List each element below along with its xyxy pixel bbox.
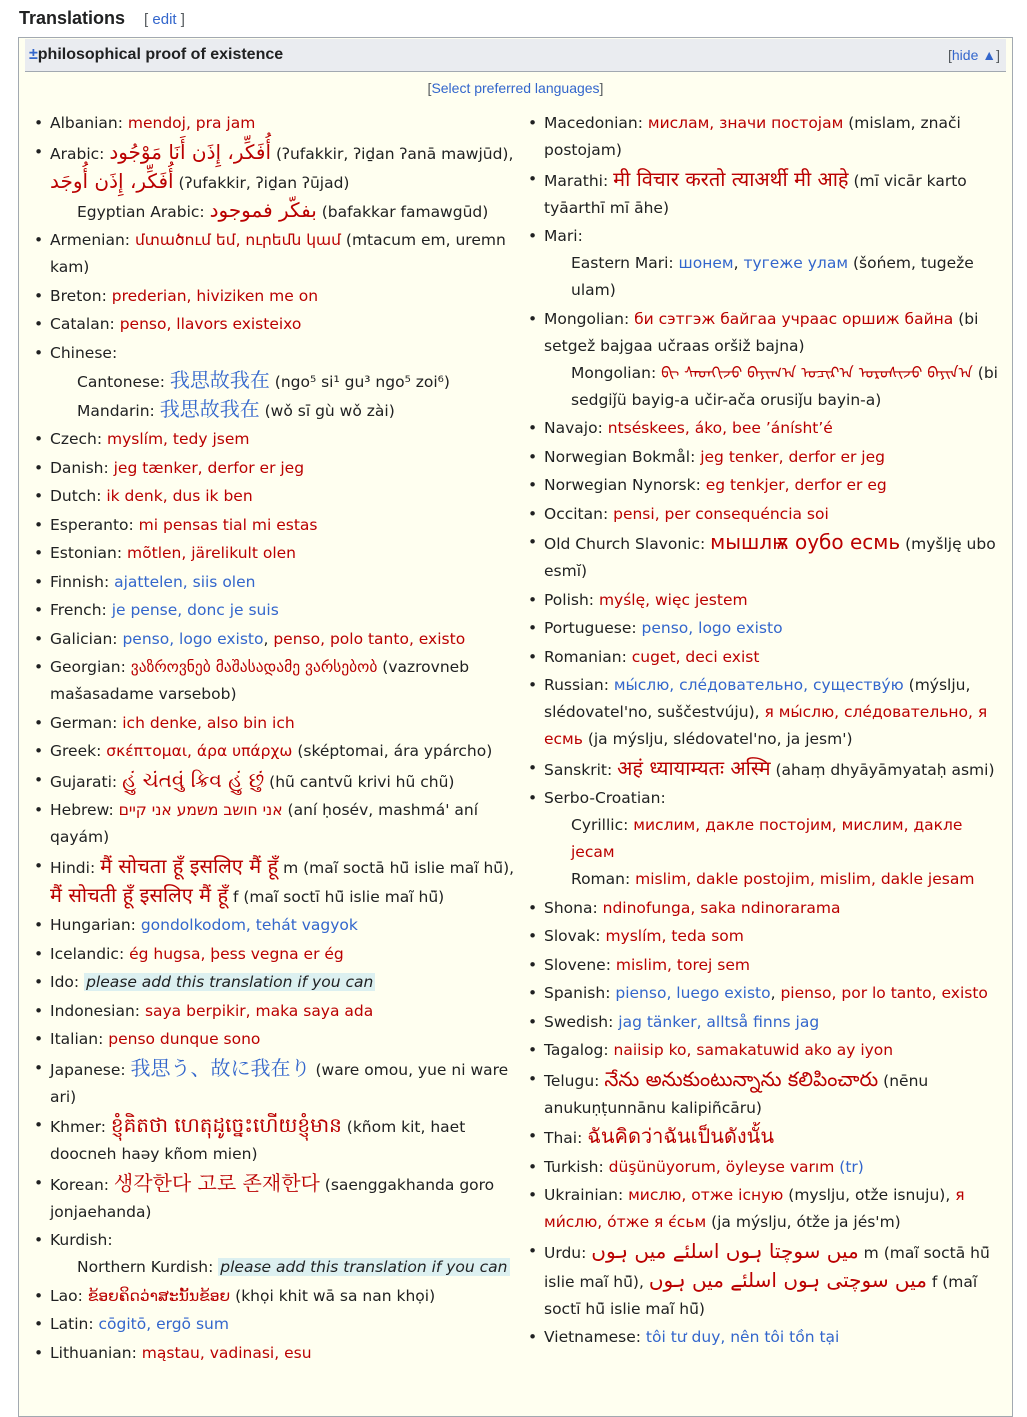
translation-link[interactable]: naiisip ko, samakatuwid ako ay iyon [613, 1041, 894, 1059]
translation-item-mongolian: • Mongolian: би сэтгэж байгаа учраас оршиж байна (bi setgež bajgaa učraas oršiž bajna) Mongolian: ᠪᠢ ᠰᠡᠳᠬᠢᠵᠦ ᠪᠠᠶᠢᠭ᠎ᠠ ᠤᠴᠢᠷ᠎ᠠ ᠣᠷᠤᠰᠢᠵᠤ ᠪᠠᠶᠢᠨ᠎ᠠ (bi sedgiǰü bayig-a učir-ača orusiǰu bayin-a) [544, 306, 1009, 414]
transliteration: (hũ cantvũ krivi hũ chũ) [264, 772, 455, 791]
translation-item-kurdish: • Kurdish: Northern Kurdish: please add this translation if you can [50, 1227, 521, 1281]
select-preferred-languages-link[interactable]: Select preferred languages [431, 80, 600, 96]
translation-item-galician: • Galician: penso, logo existo, penso, polo tanto, existo [50, 626, 521, 653]
transliteration: (myšlję ubo esmĭ) [544, 535, 996, 580]
language-name: Lao [50, 1286, 78, 1305]
translation-item-german: • German: ich denke, also bin ich [50, 710, 521, 737]
sub-language-name: Cyrillic [571, 816, 624, 834]
translation-link[interactable]: penso dunque sono [108, 1030, 261, 1048]
language-name: Romanian [544, 647, 622, 666]
translation-link[interactable]: jeg tænker, derfor er jeg [113, 458, 305, 477]
translation-link[interactable]: אני חושב משמע אני קיים [118, 801, 283, 819]
translation-item-albanian: • Albanian: mendoj, pra jam [50, 110, 521, 137]
translation-box-header[interactable] [25, 39, 1006, 72]
translation-item-arabic: • Arabic: أُفَكِّر، إِذَن أَنَا مَوْجُود (ʔufakkir, ʔiḏan ʔanā mawjūd), أُفَكِّر، إِذَن أُوجَد (ʔufakkir, ʔiḏan ʔūjad) Egyptian Arabic: بفكّر فموجود (bafakkar famawgūd) [50, 139, 521, 226]
translation-item-esperanto: • Esperanto: mi pensas tial mi estas [50, 512, 521, 539]
language-name: Old Church Slavonic [544, 535, 700, 553]
translation-link[interactable]: penso, logo existo [122, 629, 264, 648]
language-name: Tagalog [544, 1041, 604, 1059]
translation-link[interactable]: ndinofunga, saka ndinorarama [602, 898, 841, 917]
translation-link[interactable]: я мы́слю, слéдовательно, я есмь [544, 703, 988, 748]
transliteration: (saenggakhanda goro jonjaehanda) [50, 1175, 495, 1221]
translation-link[interactable]: мислю, отже існую [628, 1186, 784, 1204]
language-name: Mari [544, 227, 578, 245]
translation-item-hungarian: • Hungarian: gondolkodom, tehát vagyok [50, 912, 521, 939]
language-name: Slovak [544, 927, 596, 945]
language-name: Slovene [544, 955, 606, 974]
translation-link[interactable]: अहं ध्यायाम्यतः अस्मि [617, 755, 771, 780]
translation-item-occitan: • Occitan: pensi, per consequéncia soi [544, 501, 1009, 528]
translation-link[interactable]: мышлѭ оубо есмь [710, 530, 901, 554]
edit-link[interactable]: edit [152, 11, 177, 28]
right-column [523, 110, 1009, 1353]
translation-item-lithuanian: • Lithuanian: mąstau, vadinasi, esu [50, 1340, 521, 1367]
translation-item-korean: • Korean: 생각한다 고로 존재한다 (saenggakhanda goro jonjaehanda) [50, 1170, 521, 1226]
translation-link[interactable]: मी विचार करतो त्याअर्थी मी आहे [613, 166, 849, 191]
language-name: Portuguese [544, 619, 632, 637]
language-name: Serbo-Croatian [544, 789, 661, 807]
translation-link[interactable]: 我思う、故に我在り [130, 1055, 311, 1080]
hide-link[interactable]: hide ▲ [951, 47, 997, 63]
language-name: Khmer [50, 1118, 101, 1136]
translation-item-chinese: • Chinese: Cantonese: 我思故我在 (ngo⁵ si¹ gu³ ngo⁵ zoi⁶) Mandarin: 我思故我在 (wǒ sī gù wǒ zài) [50, 340, 521, 425]
transliteration: (ngo⁵ si¹ gu³ ngo⁵ zoi⁶) [269, 372, 450, 391]
translation-item-armenian: • Armenian: մտածում եմ, ուրեմն կամ (mtacum em, uremn kam) [50, 227, 521, 281]
language-name: Shona [544, 898, 593, 917]
language-name: Finnish [50, 572, 104, 591]
translation-link[interactable]: mendoj, pra jam [127, 114, 256, 132]
translation-link[interactable]: шонем [678, 254, 734, 272]
translation-link[interactable]: penso, polo tanto, existo [273, 629, 466, 648]
hide-toggle: [hide ▲] [948, 47, 1000, 63]
translation-item-portuguese: • Portuguese: penso, logo existo [544, 615, 1009, 642]
language-name: Greek [50, 742, 97, 760]
translation-item-ukrainian: • Ukrainian: мислю, отже існую (myslju, otže isnuju), я ми́слю, о́тже я є́сьм (ja mýslju, ótže ja jés'm) [544, 1182, 1009, 1236]
translation-item-navajo: • Navajo: ntséskees, áko, bee ʼáníshtʼé [544, 415, 1009, 442]
translation-item-finnish: • Finnish: ajattelen, siis olen [50, 569, 521, 596]
translation-link[interactable]: (tr) [834, 1157, 864, 1176]
translation-item-turkish: • Turkish: düşünüyorum, öyleyse varım (tr) [544, 1154, 1009, 1181]
translation-item-hindi: • Hindi: मैं सोचता हूँ इसलिए मैं हूँ m (maĩ soctā hū̃ islie maĩ hū̃), मैं सोचती हूँ इसलिए मैं हूँ f (maĩ soctī hū̃ islie maĩ hū̃) [50, 853, 521, 911]
translation-link[interactable]: я ми́слю, о́тже я є́сьм [544, 1186, 965, 1231]
translation-link[interactable]: myślę, więc jestem [598, 590, 748, 609]
language-name: Breton [50, 286, 102, 305]
translation-link[interactable]: saya berpikir, maka saya ada [144, 1001, 374, 1020]
translation-item-estonian: • Estonian: mõtlen, järelikult olen [50, 540, 521, 567]
translation-item-japanese: • Japanese: 我思う、故に我在り (ware omou, yue ni ware ari) [50, 1055, 521, 1111]
heading-title: Translations [19, 8, 126, 28]
translation-link[interactable]: мы́слю, слéдовательно, существу́ю [613, 676, 904, 694]
translation-item-urdu: • Urdu: میں سوچتا ہوں اسلئے میں ہوں m (maĩ soctā hū̃ islie maĩ hū̃), میں سوچتی ہوں اسلئے میں ہوں f (maĩ soctī hū̃ islie maĩ hū̃) [544, 1238, 1009, 1323]
sub-translation-cyrillic: Cyrillic: мислим, дакле постојим, мислим, дакле јесам [571, 816, 963, 861]
language-name: Lithuanian [50, 1343, 132, 1362]
translation-link[interactable]: mislim, torej sem [615, 955, 750, 974]
translation-list-left [29, 110, 521, 1367]
sub-language-name: Mandarin [77, 401, 150, 420]
language-name: Occitan [544, 504, 603, 523]
sub-translation-roman: Roman: mislim, dakle postojim, mislim, dakle jesam [571, 870, 975, 888]
transliteration: (ahaṃ dhyāyāmyataḥ asmi) [770, 760, 995, 779]
language-name: Norwegian Bokmål [544, 447, 691, 466]
translation-link[interactable]: بفكّر فموجود [209, 197, 317, 222]
transliteration: (ja mýslju, ótže ja jés'm) [706, 1213, 901, 1231]
language-name: Chinese [50, 343, 112, 362]
language-name: Hungarian [50, 916, 131, 934]
transliteration: (bi setgež bajgaa učraas oršiž bajna) [544, 309, 979, 355]
translation-item-spanish: • Spanish: pienso, luego existo, pienso, por lo tanto, existo [544, 980, 1009, 1007]
sub-language-name: Cantonese [77, 372, 160, 391]
translation-item-russian: • Russian: мы́слю, слéдовательно, существу́ю (mýslju, slédovatel'no, suščestvúju), я мы́слю, слéдовательно, я есмь (ja mýslju, slédovatel'no, ja jesm') [544, 672, 1009, 753]
sub-language-name: Egyptian Arabic [77, 202, 200, 221]
translation-list-right [523, 110, 1009, 1351]
language-name: Estonian [50, 544, 117, 562]
language-name: Urdu [544, 1243, 582, 1262]
translation-link[interactable]: ich denke, also bin ich [122, 713, 295, 732]
translation-link[interactable]: мислим, дакле постојим, мислим, дакле јесам [571, 816, 963, 861]
transliteration: (bafakkar famawgūd) [316, 202, 489, 221]
translation-item-latin: • Latin: cōgitō, ergō sum [50, 1311, 521, 1338]
transliteration: (nēnu anukuṇṭunnānu kalipiñcāru) [544, 1071, 929, 1117]
box-title-text: philosophical proof of existence [37, 46, 284, 63]
translation-link[interactable]: mąstau, vadinasi, esu [141, 1343, 312, 1362]
translation-link[interactable]: mõtlen, järelikult olen [127, 544, 296, 562]
translation-item-georgian: • Georgian: ვაზროვნებ მაშასადამე ვარსებობ (vazrovneb mašasadame varsebob) [50, 654, 521, 708]
transliteration: , [733, 254, 744, 272]
edit-section: [ edit ] [144, 11, 185, 28]
translation-item-slovene: • Slovene: mislim, torej sem [544, 952, 1009, 979]
translation-link[interactable]: je pense, donc je suis [111, 601, 279, 619]
language-name: Italian [50, 1030, 99, 1048]
translation-link[interactable]: నేను అనుకుంటున్నాను కలిపించారు [604, 1066, 879, 1091]
language-name: Ido [50, 973, 74, 991]
translation-item-tagalog: • Tagalog: naiisip ko, samakatuwid ako ay iyon [544, 1037, 1009, 1064]
transliteration: (mtacum em, uremn kam) [50, 231, 506, 276]
translation-link[interactable]: мислам, значи постојам [647, 114, 844, 132]
language-name: Catalan [50, 315, 110, 333]
language-name: Arabic [50, 144, 100, 163]
transliteration: (mī vicār karto tyāarthī mī āhe) [544, 171, 967, 217]
translation-item-marathi: • Marathi: मी विचार करतो त्याअर्थी मी आहे (mī vicār karto tyāarthī mī āhe) [544, 166, 1009, 222]
translation-item-slovak: • Slovak: myslím, teda som [544, 923, 1009, 950]
language-name: Georgian [50, 658, 121, 676]
translation-item-breton: • Breton: prederian, hiviziken me on [50, 283, 521, 310]
transliteration: (šońem, tugeže ulam) [571, 254, 974, 299]
sub-translation-cantonese: Cantonese: 我思故我在 (ngo⁵ si¹ gu³ ngo⁵ zoi⁶) [77, 367, 450, 392]
language-name: Turkish [544, 1157, 599, 1176]
transliteration: (vazrovneb mašasadame varsebob) [50, 658, 470, 703]
translation-box [18, 37, 1013, 1417]
translation-item-indonesian: • Indonesian: saya berpikir, maka saya ada [50, 998, 521, 1025]
translation-link[interactable]: prederian, hiviziken me on [111, 286, 319, 305]
translation-link[interactable]: ვაზროვნებ მაშასადამე ვარსებობ [130, 658, 378, 676]
translation-link[interactable]: myslím, tedy jsem [107, 430, 250, 448]
translation-item-thai: • Thai: ฉันคิดว่าฉันเป็นดังนั้น [544, 1123, 1009, 1152]
translation-item-hebrew: • Hebrew: אני חושב משמע אני קיים (aní ḥosév, mashmá' aní qayám) [50, 797, 521, 851]
sub-translation-mongolian: Mongolian: ᠪᠢ ᠰᠡᠳᠬᠢᠵᠦ ᠪᠠᠶᠢᠭ᠎ᠠ ᠤᠴᠢᠷ᠎ᠠ ᠣᠷᠤᠰᠢᠵᠤ ᠪᠠᠶᠢᠨ᠎ᠠ (bi sedgiǰü bayig-a učir-ača orusiǰu bayin-a) [571, 363, 998, 409]
translation-link[interactable]: मैं सोचता हूँ इसलिए मैं हूँ [100, 853, 279, 878]
language-name: Czech [50, 430, 97, 448]
translation-request: please add this translation if you can [86, 973, 374, 991]
translation-link[interactable]: હું ચંતવું ક્રિવ હું છું [122, 767, 265, 792]
translation-item-serbo-croatian: • Serbo-Croatian: Cyrillic: мислим, дакле постојим, мислим, дакле јесам Roman: mislim, dakle postojim, mislim, dakle jesam [544, 785, 1009, 893]
language-name: Gujarati [50, 772, 112, 791]
translation-item-greek: • Greek: σκέπτομαι, άρα υπάρχω (sképtomai, ára ypárcho) [50, 738, 521, 765]
translation-link[interactable]: մտածում եմ, ուրեմն կամ [134, 231, 341, 249]
language-name: Latin [50, 1315, 89, 1333]
translation-link[interactable]: 我思故我在 [169, 367, 270, 392]
translation-item-gujarati: • Gujarati: હું ચંતવું ક્રિવ હું છું (hũ cantvũ krivi hũ chũ) [50, 767, 521, 796]
preferred-languages: [Select preferred languages] [427, 80, 604, 96]
translation-link[interactable]: тугеже улам [743, 254, 849, 272]
transliteration: (mislam, znači postojam) [544, 114, 961, 159]
translation-item-khmer: • Khmer: ខ្ញុំគិតថា ហេតុដូច្នេះហើយខ្ញុំមាន (kñom kit, haet doocneh haəy kñom mien) [50, 1112, 521, 1168]
language-name: Navajo [544, 419, 598, 437]
sub-language-name: Roman [571, 870, 625, 888]
translation-link[interactable]: 我思故我在 [159, 396, 260, 421]
translation-link[interactable]: pensi, per consequéncia soi [613, 504, 829, 523]
translation-link[interactable]: میں سوچتی ہوں اسلئے میں ہوں [648, 1267, 927, 1292]
sub-translation-eastern-mari: Eastern Mari: шонем, тугеже улам (šońem, tugeže ulam) [571, 254, 974, 299]
translation-link[interactable]: 생각한다 고로 존재한다 [113, 1170, 320, 1195]
transliteration: (aní ḥosév, mashmá' aní qayám) [50, 801, 479, 846]
translation-item-lao: • Lao: ຂ້ອຍຄິດວ່າສະນັ້ນຂ້ອຍ (khọi khit wā sa nan khọi) [50, 1283, 521, 1310]
translation-link[interactable]: ខ្ញុំគិតថា ហេតុដូច្នេះហើយខ្ញុំមាន [110, 1113, 342, 1137]
translation-link[interactable]: jeg tenker, derfor er jeg [700, 447, 885, 466]
language-name: German [50, 713, 113, 732]
transliteration: f (maĩ soctī hū̃ islie maĩ hū̃) [228, 887, 445, 906]
language-name: Telugu [544, 1071, 595, 1090]
translation-item-macedonian: • Macedonian: мислам, значи постојам (mislam, znači postojam) [544, 110, 1009, 164]
translation-link[interactable]: myslím, teda som [605, 927, 744, 945]
sub-translation-mandarin: Mandarin: 我思故我在 (wǒ sī gù wǒ zài) [77, 396, 395, 421]
box-title [29, 46, 283, 64]
translation-link[interactable]: ik denk, dus ik ben [106, 487, 253, 505]
transliteration: (sképtomai, ára ypárcho) [292, 742, 493, 760]
translation-link[interactable]: ég hugsa, þess vegna er ég [129, 944, 344, 963]
translation-link[interactable]: pienso, por lo tanto, existo [780, 984, 988, 1002]
transliteration: m (maĩ soctā hū̃ islie maĩ hū̃), [278, 858, 515, 877]
transliteration: (mýslju, slédovatel'no, suščestvúju), [544, 676, 971, 721]
sub-translation-egyptian-arabic: Egyptian Arabic: بفكّر فموجود (bafakkar famawgūd) [77, 197, 489, 222]
transliteration: (wǒ sī gù wǒ zài) [259, 401, 395, 420]
language-name: Spanish [544, 984, 606, 1002]
language-name: Esperanto [50, 515, 129, 534]
translation-link[interactable]: penso, llavors existeixo [119, 315, 302, 333]
translation-item-danish: • Danish: jeg tænker, derfor er jeg [50, 455, 521, 482]
translation-link[interactable]: أُفَكِّر، إِذَن أُوجَد [50, 168, 174, 193]
translation-item-old-church-slavonic: • Old Church Slavonic: мышлѭ оубо есмь (myšlję ubo esmĭ) [544, 529, 1009, 585]
language-name: Kurdish [50, 1231, 108, 1249]
language-name: Korean [50, 1175, 104, 1194]
transliteration: , [263, 629, 274, 648]
language-name: Albanian [50, 114, 118, 132]
translation-item-catalan: • Catalan: penso, llavors existeixo [50, 311, 521, 338]
language-name: Marathi [544, 171, 603, 190]
language-name: Dutch [50, 487, 97, 505]
language-name: Armenian [50, 231, 125, 249]
transliteration: (myslju, otže isnuju), [783, 1186, 956, 1204]
transliteration: (ja mýslju, slédovatel'no, ja jesm') [582, 730, 853, 748]
transliteration: , [770, 984, 781, 1002]
language-name: Sanskrit [544, 760, 607, 779]
translation-item-norwegian-bokm-l: • Norwegian Bokmål: jeg tenker, derfor er jeg [544, 444, 1009, 471]
translation-item-italian: • Italian: penso dunque sono [50, 1026, 521, 1053]
translation-link[interactable]: düşünüyorum, öyleyse varım [608, 1157, 835, 1176]
language-name: Macedonian [544, 114, 638, 132]
translation-link[interactable]: أُفَكِّر، إِذَن أَنَا مَوْجُود [109, 139, 272, 164]
translation-link[interactable]: gondolkodom, tehát vagyok [140, 916, 358, 934]
left-column [29, 110, 521, 1368]
translation-item-vietnamese: • Vietnamese: tôi tư duy, nên tôi tồn tại [544, 1324, 1009, 1351]
transliteration: (kñom kit, haet doocneh haəy kñom mien) [50, 1118, 466, 1163]
translation-link[interactable]: mislim, dakle postojim, mislim, dakle jesam [635, 870, 975, 888]
transliteration: (ware omou, yue ni ware ari) [50, 1060, 509, 1106]
translation-item-norwegian-nynorsk: • Norwegian Nynorsk: eg tenkjer, derfor er eg [544, 472, 1009, 499]
language-name: French [50, 601, 102, 619]
translation-link[interactable]: ntséskees, áko, bee ʼáníshtʼé [607, 419, 833, 437]
transliteration: m (maĩ soctā hū̃ islie maĩ hū̃), [544, 1243, 990, 1291]
language-name: Galician [50, 629, 113, 648]
language-name: Russian [544, 676, 604, 694]
sub-translation-northern-kurdish: Northern Kurdish: please add this translation if you can [77, 1258, 508, 1276]
language-name: Ukrainian [544, 1186, 618, 1204]
translation-item-czech: • Czech: myslím, tedy jsem [50, 426, 521, 453]
language-name: Hebrew [50, 801, 109, 819]
language-name: Vietnamese [544, 1328, 636, 1346]
toggle-icon: ± [29, 46, 38, 63]
translation-item-sanskrit: • Sanskrit: अहं ध्यायाम्यतः अस्मि (ahaṃ dhyāyāmyataḥ asmi) [544, 755, 1009, 784]
translation-link[interactable]: cuget, deci exist [631, 647, 760, 666]
sub-language-name: Eastern Mari [571, 254, 669, 272]
translation-link[interactable]: ຂ້ອຍຄິດວ່າສະນັ້ນຂ້ອຍ [87, 1286, 231, 1305]
transliteration: (khọi khit wā sa nan khọi) [230, 1286, 436, 1305]
translation-item-french: • French: je pense, donc je suis [50, 597, 521, 624]
translation-item-icelandic: • Icelandic: ég hugsa, þess vegna er ég [50, 941, 521, 968]
translation-link[interactable]: میں سوچتا ہوں اسلئے میں ہوں [591, 1238, 859, 1263]
translation-link[interactable]: eg tenkjer, derfor er eg [705, 476, 887, 494]
language-name: Swedish [544, 1012, 609, 1031]
transliteration: (bi sedgiǰü bayig-a učir-ača orusiǰu bayin-a) [571, 363, 998, 409]
sub-language-name: Northern Kurdish [77, 1258, 209, 1276]
translation-item-swedish: • Swedish: jag tänker, alltså finns jag [544, 1009, 1009, 1036]
language-name: Polish [544, 590, 589, 609]
language-name: Icelandic [50, 944, 119, 963]
translation-link[interactable]: मैं सोचती हूँ इसलिए मैं हूँ [50, 882, 229, 907]
translation-item-ido: • Ido: please add this translation if you can [50, 969, 521, 996]
translation-link[interactable]: σκέπτομαι, άρα υπάρχω [106, 742, 293, 760]
language-name: Indonesian [50, 1001, 135, 1020]
translation-request: please add this translation if you can [220, 1258, 508, 1276]
translation-link[interactable]: ᠪᠢ ᠰᠡᠳᠬᠢᠵᠦ ᠪᠠᠶᠢᠭ᠎ᠠ ᠤᠴᠢᠷ᠎ᠠ ᠣᠷᠤᠰᠢᠵᠤ ᠪᠠᠶᠢᠨ᠎ᠠ [661, 363, 973, 382]
language-name: Danish [50, 458, 104, 477]
translation-item-telugu: • Telugu: నేను అనుకుంటున్నాను కలిపించారు (nēnu anukuṇṭunnānu kalipiñcāru) [544, 1066, 1009, 1122]
translation-link[interactable]: tôi tư duy, nên tôi tồn tại [645, 1328, 840, 1346]
translation-item-shona: • Shona: ndinofunga, saka ndinorarama [544, 895, 1009, 922]
translation-link[interactable]: pienso, luego existo [615, 984, 771, 1002]
transliteration: (ʔufakkir, ʔiḏan ʔanā mawjūd), [271, 144, 514, 163]
translation-link[interactable]: би сэтгэж байгаа учраас оршиж байна [634, 309, 954, 328]
translation-link[interactable]: mi pensas tial mi estas [138, 515, 318, 534]
translation-item-mari: • Mari: Eastern Mari: шонем, тугеже улам (šońem, tugeže ulam) [544, 223, 1009, 304]
translation-item-dutch: • Dutch: ik denk, dus ik ben [50, 483, 521, 510]
language-name: Thai [544, 1129, 578, 1147]
translation-item-polish: • Polish: myślę, więc jestem [544, 587, 1009, 614]
translation-link[interactable]: penso, logo existo [641, 619, 783, 637]
transliteration: (ʔufakkir, ʔiḏan ʔūjad) [173, 173, 350, 192]
translations-heading [19, 8, 185, 29]
translation-link[interactable]: ฉันคิดว่าฉันเป็นดังนั้น [587, 1124, 774, 1148]
language-name: Mongolian [544, 309, 624, 328]
translation-link[interactable]: ajattelen, siis olen [114, 572, 256, 591]
translation-link[interactable]: cōgitō, ergō sum [98, 1315, 229, 1333]
language-name: Japanese [50, 1060, 121, 1079]
translation-item-romanian: • Romanian: cuget, deci exist [544, 644, 1009, 671]
transliteration: f (maĩ soctī hū̃ islie maĩ hū̃) [544, 1272, 978, 1318]
language-name: Hindi [50, 858, 90, 877]
language-name: Norwegian Nynorsk [544, 476, 696, 494]
sub-language-name: Mongolian [571, 363, 651, 382]
translation-link[interactable]: jag tänker, alltså finns jag [618, 1012, 820, 1031]
